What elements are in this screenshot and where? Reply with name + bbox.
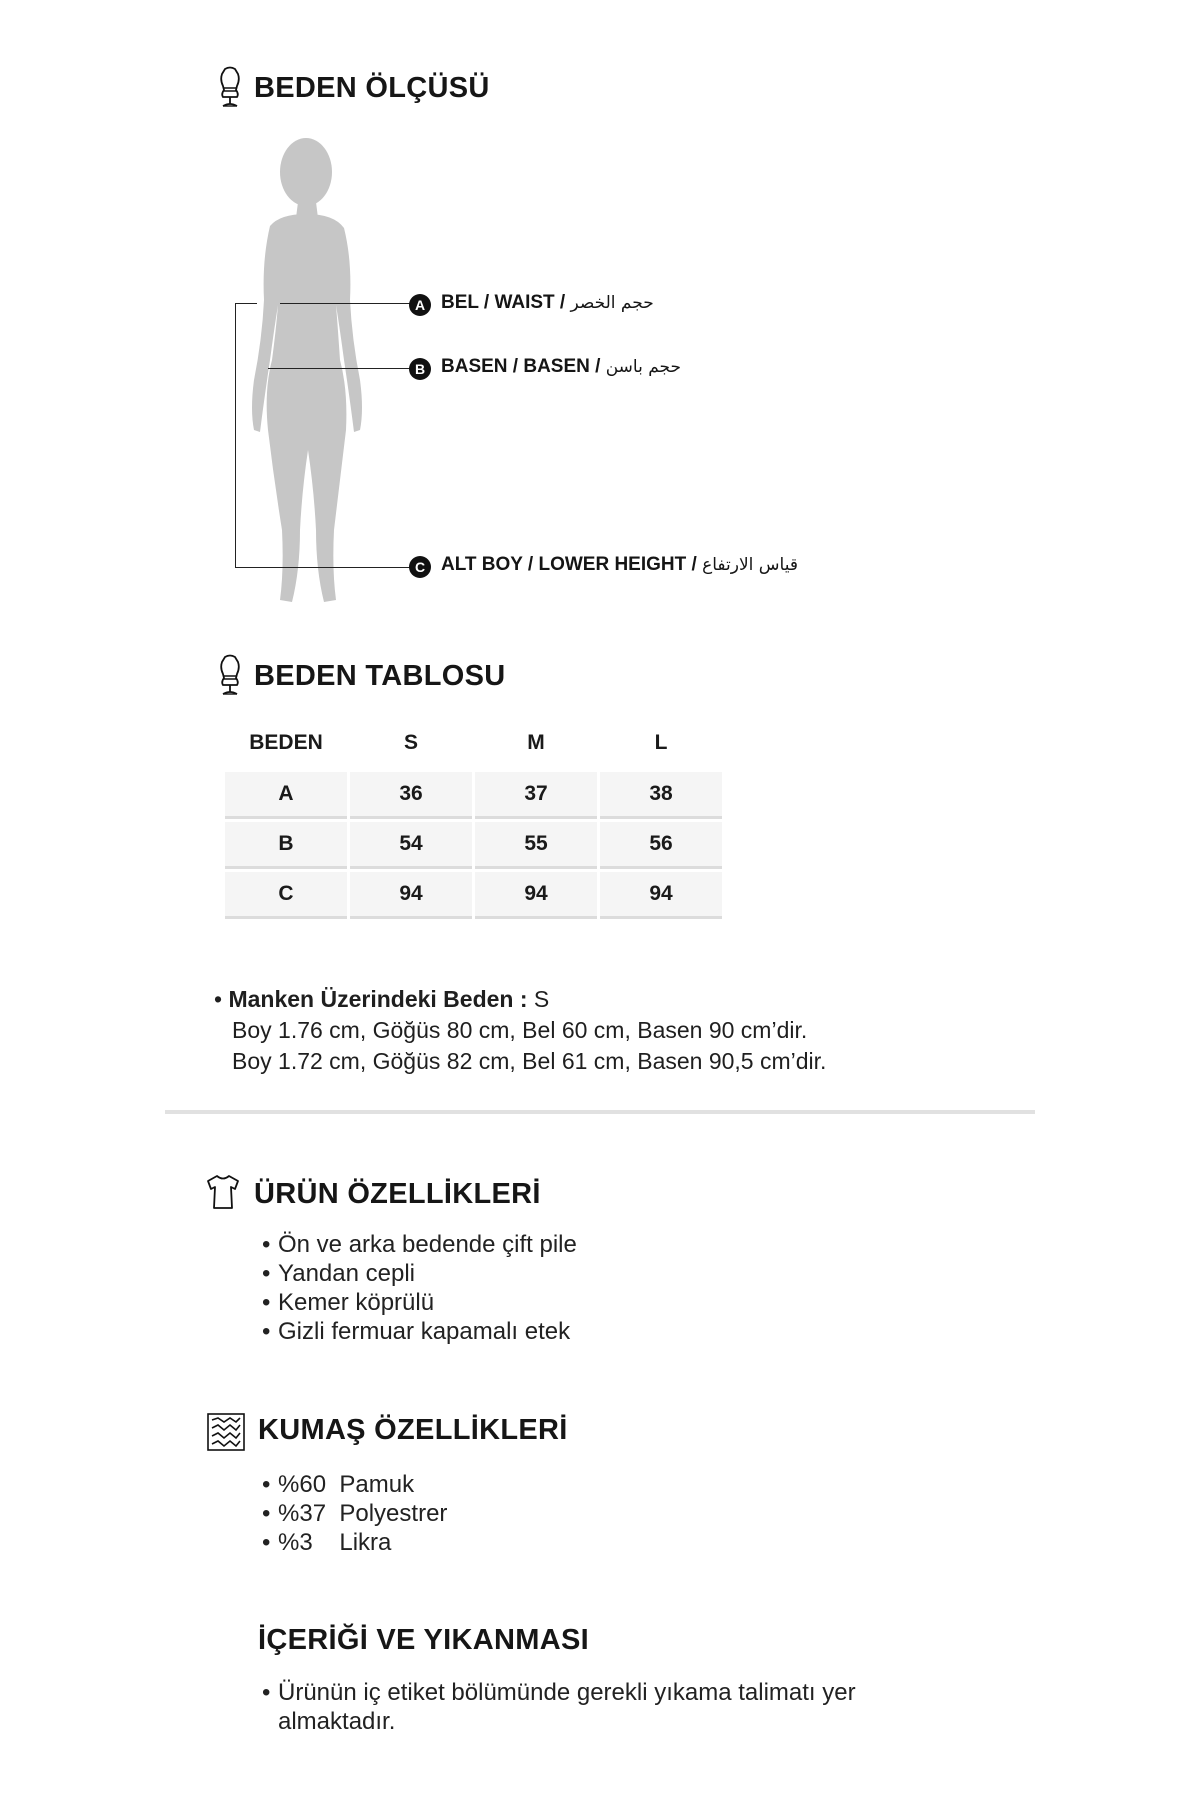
waist-line (280, 303, 410, 304)
measure-section (0, 0, 1200, 620)
list-item: • Gizli fermuar kapamalı etek (262, 1318, 571, 1345)
header-s: S (403, 731, 418, 754)
lower-height-label (441, 554, 798, 576)
row-label: A (225, 772, 347, 819)
waist-label (441, 292, 654, 314)
cell: 94 (350, 872, 472, 919)
care-title: İÇERİĞİ VE YIKANMASI (258, 1624, 589, 1656)
model-size-label: Manken Üzerindeki Beden : (228, 986, 528, 1012)
dress-form-icon (216, 66, 244, 110)
size-table (222, 714, 725, 922)
waist-label-text: BEL / WAIST / (441, 292, 566, 313)
cell: 56 (600, 822, 722, 869)
list-item: • %3 Likra (262, 1529, 392, 1556)
lower-height-label-text: ALT BOY / LOWER HEIGHT / (441, 554, 697, 575)
table-row (225, 822, 722, 869)
size-table-header-row (225, 717, 722, 769)
body-silhouette (240, 130, 380, 610)
list-item: • Ön ve arka bedende çift pile (262, 1231, 577, 1258)
waist-label-arabic: حجم الخصر (570, 293, 654, 313)
section-divider (165, 1110, 1035, 1114)
list-item: • Yandan cepli (262, 1260, 415, 1287)
cell: 55 (475, 822, 597, 869)
list-item: • %37 Polyestrer (262, 1500, 448, 1527)
lower-height-label-arabic: قياس الارتفاع (702, 555, 798, 575)
model-measure-line-2: Boy 1.72 cm, Göğüs 82 cm, Bel 61 cm, Basen 90,5 cm’dir. (232, 1048, 827, 1074)
list-item: • %60 Pamuk (262, 1471, 415, 1498)
marker-b: B (409, 358, 431, 380)
table-row (225, 872, 722, 919)
marker-c: C (409, 556, 431, 578)
cell: 94 (600, 872, 722, 919)
header-l: L (654, 731, 668, 754)
hip-label-text: BASEN / BASEN / (441, 356, 601, 377)
product-features-list (262, 1230, 577, 1346)
cell: 94 (475, 872, 597, 919)
bracket-bottom (235, 567, 410, 568)
table-row (225, 772, 722, 819)
model-size-value: S (533, 986, 550, 1012)
cell: 36 (350, 772, 472, 819)
model-size-line (214, 986, 549, 1013)
hip-label (441, 356, 681, 378)
cell: 37 (475, 772, 597, 819)
measure-section-title: BEDEN ÖLÇÜSÜ (254, 72, 490, 104)
dress-form-icon (216, 654, 244, 698)
header-beden: BEDEN (249, 731, 323, 754)
cell: 38 (600, 772, 722, 819)
hip-line (268, 368, 410, 369)
header-m: M (527, 731, 545, 754)
care-line-2: almaktadır. (278, 1708, 396, 1735)
tshirt-icon (206, 1174, 240, 1210)
product-features-title: ÜRÜN ÖZELLİKLERİ (254, 1178, 541, 1210)
bracket-line (235, 303, 236, 567)
fabric-features-list (262, 1470, 447, 1557)
fabric-pattern-icon (206, 1412, 246, 1452)
list-item: • Kemer köprülü (262, 1289, 435, 1316)
bracket-top (235, 303, 257, 304)
care-line-1: • Ürünün iç etiket bölümünde gerekli yıkama talimatı yer (262, 1679, 856, 1706)
bullet: • (214, 986, 229, 1012)
cell: 54 (350, 822, 472, 869)
row-label: B (225, 822, 347, 869)
care-text (262, 1678, 856, 1736)
row-label: C (225, 872, 347, 919)
size-table-title: BEDEN TABLOSU (254, 660, 506, 692)
marker-a: A (409, 294, 431, 316)
model-measure-line-1: Boy 1.76 cm, Göğüs 80 cm, Bel 60 cm, Basen 90 cm’dir. (232, 1017, 808, 1043)
fabric-features-title: KUMAŞ ÖZELLİKLERİ (258, 1414, 568, 1446)
hip-label-arabic: حجم باسن (605, 357, 681, 377)
